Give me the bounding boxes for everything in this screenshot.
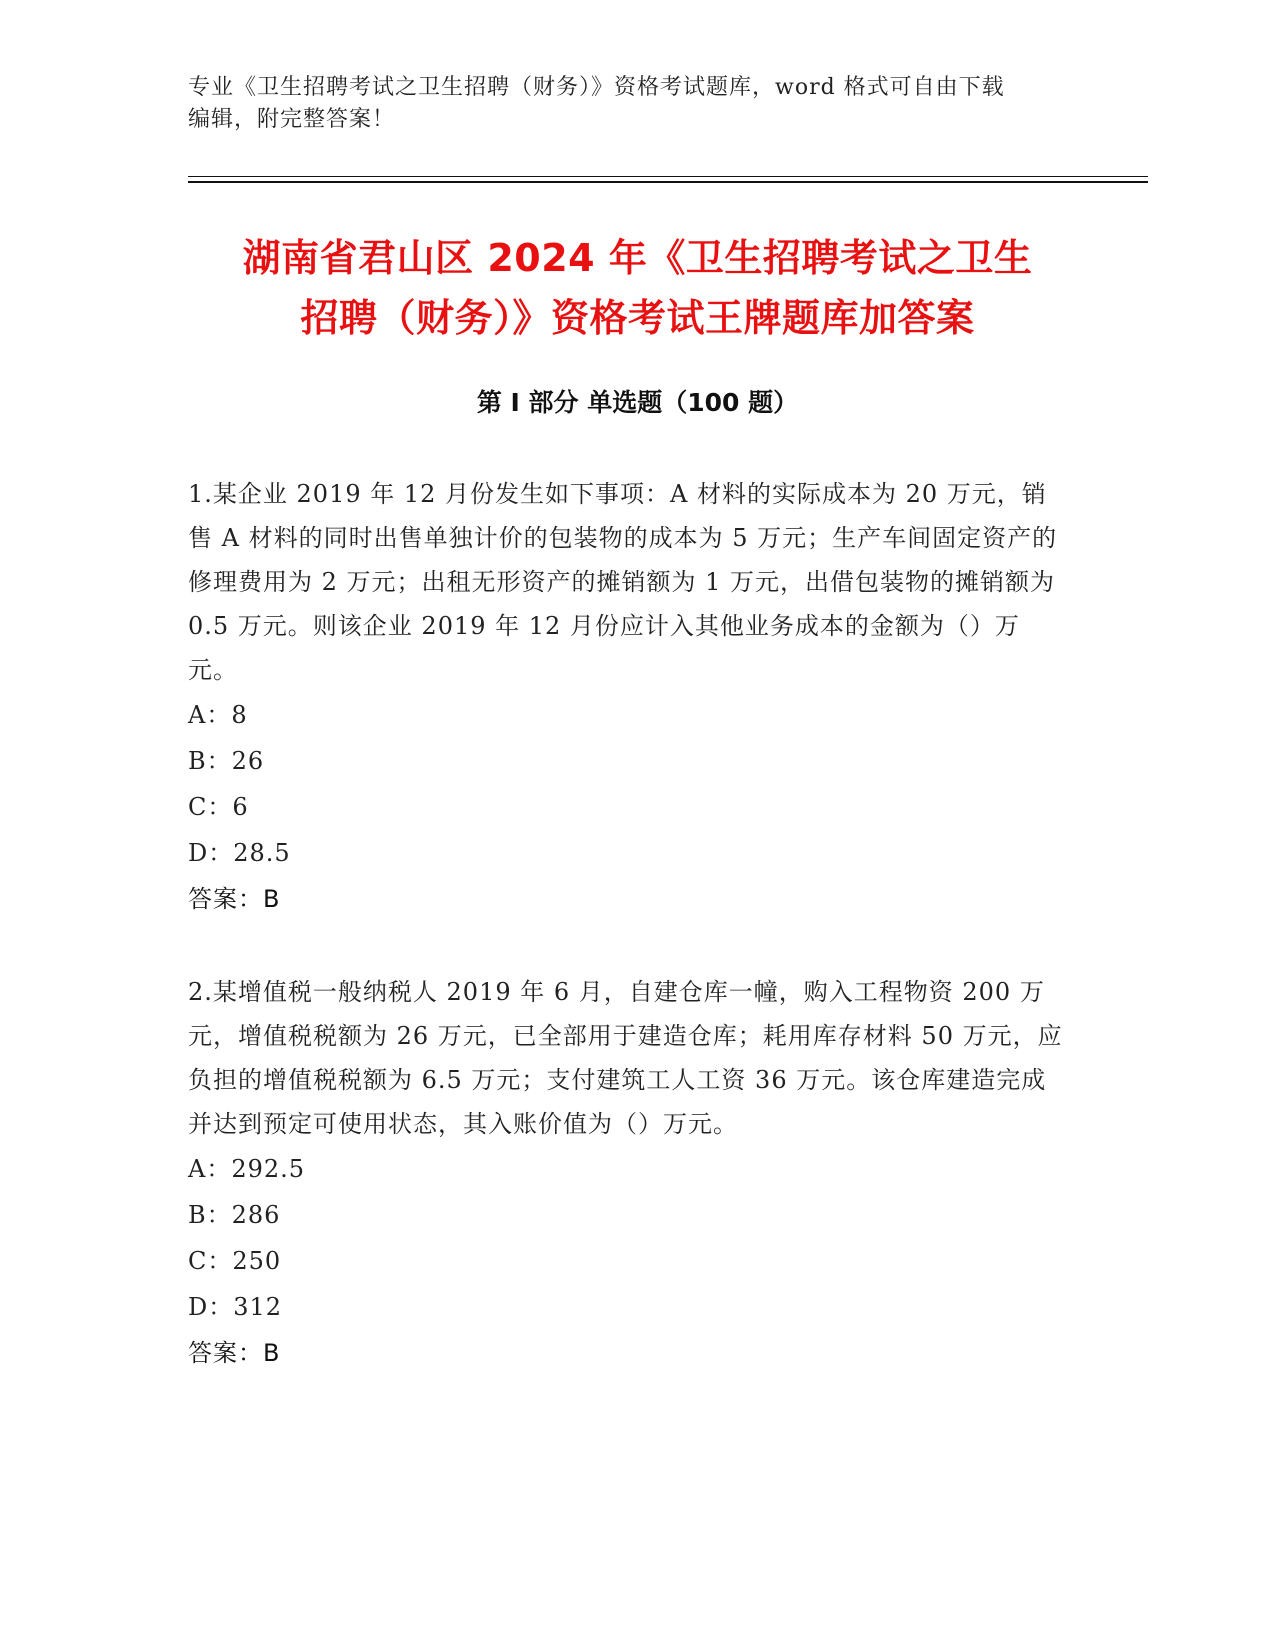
document-title-line-2: 招聘（财务）》资格考试王牌题库加答案 <box>300 296 975 340</box>
question-1-stem: 1.某企业 2019 年 12 月份发生如下事项：A 材料的实际成本为 20 万元，销售 A 材料的同时出售单独计价的包装物的成本为 5 万元；生产车间固定资产的修理费用为 2 万元；出租无形资产的摊销额为 1 万元，出借包装物的摊销额为 0.5 万元。则该企业 2019 年 12 月份应计入其他业务成本的金额为（）万元。 <box>188 480 1058 684</box>
document-title <box>150 228 1125 348</box>
question-1-option-c: C：6 <box>188 793 249 821</box>
header-divider-thick <box>188 181 1148 183</box>
question-1-answer: 答案：B <box>188 885 281 913</box>
question-2-stem: 2.某增值税一般纳税人 2019 年 6 月，自建仓库一幢，购入工程物资 200 万元，增值税税额为 26 万元，已全部用于建造仓库；耗用库存材料 50 万元，应负担的增值税税额为 6.5 万元；支付建筑工人工资 36 万元。该仓库建造完成并达到预定可使用状态，其入账价值为（）万元。 <box>188 978 1063 1138</box>
header-note-line-2: 编辑，附完整答案！ <box>188 107 396 132</box>
question-1 <box>188 472 1068 922</box>
question-2-option-a: A：292.5 <box>188 1155 306 1183</box>
question-2-option-d: D：312 <box>188 1293 283 1321</box>
question-1-option-a: A：8 <box>188 701 248 729</box>
question-2 <box>188 970 1068 1376</box>
question-1-option-d: D：28.5 <box>188 839 291 867</box>
section-heading: 第 I 部分 单选题（100 题） <box>476 388 799 417</box>
header-note <box>188 72 1088 136</box>
question-2-answer: 答案：B <box>188 1339 281 1367</box>
question-2-option-c: C：250 <box>188 1247 282 1275</box>
question-2-option-b: B：286 <box>188 1201 281 1229</box>
header-divider-thin <box>188 176 1148 177</box>
question-1-option-b: B：26 <box>188 747 265 775</box>
document-title-line-1: 湖南省君山区 2024 年《卫生招聘考试之卫生 <box>242 236 1033 280</box>
header-note-line-1: 专业《卫生招聘考试之卫生招聘（财务）》资格考试题库，word 格式可自由下载 <box>188 75 1005 100</box>
